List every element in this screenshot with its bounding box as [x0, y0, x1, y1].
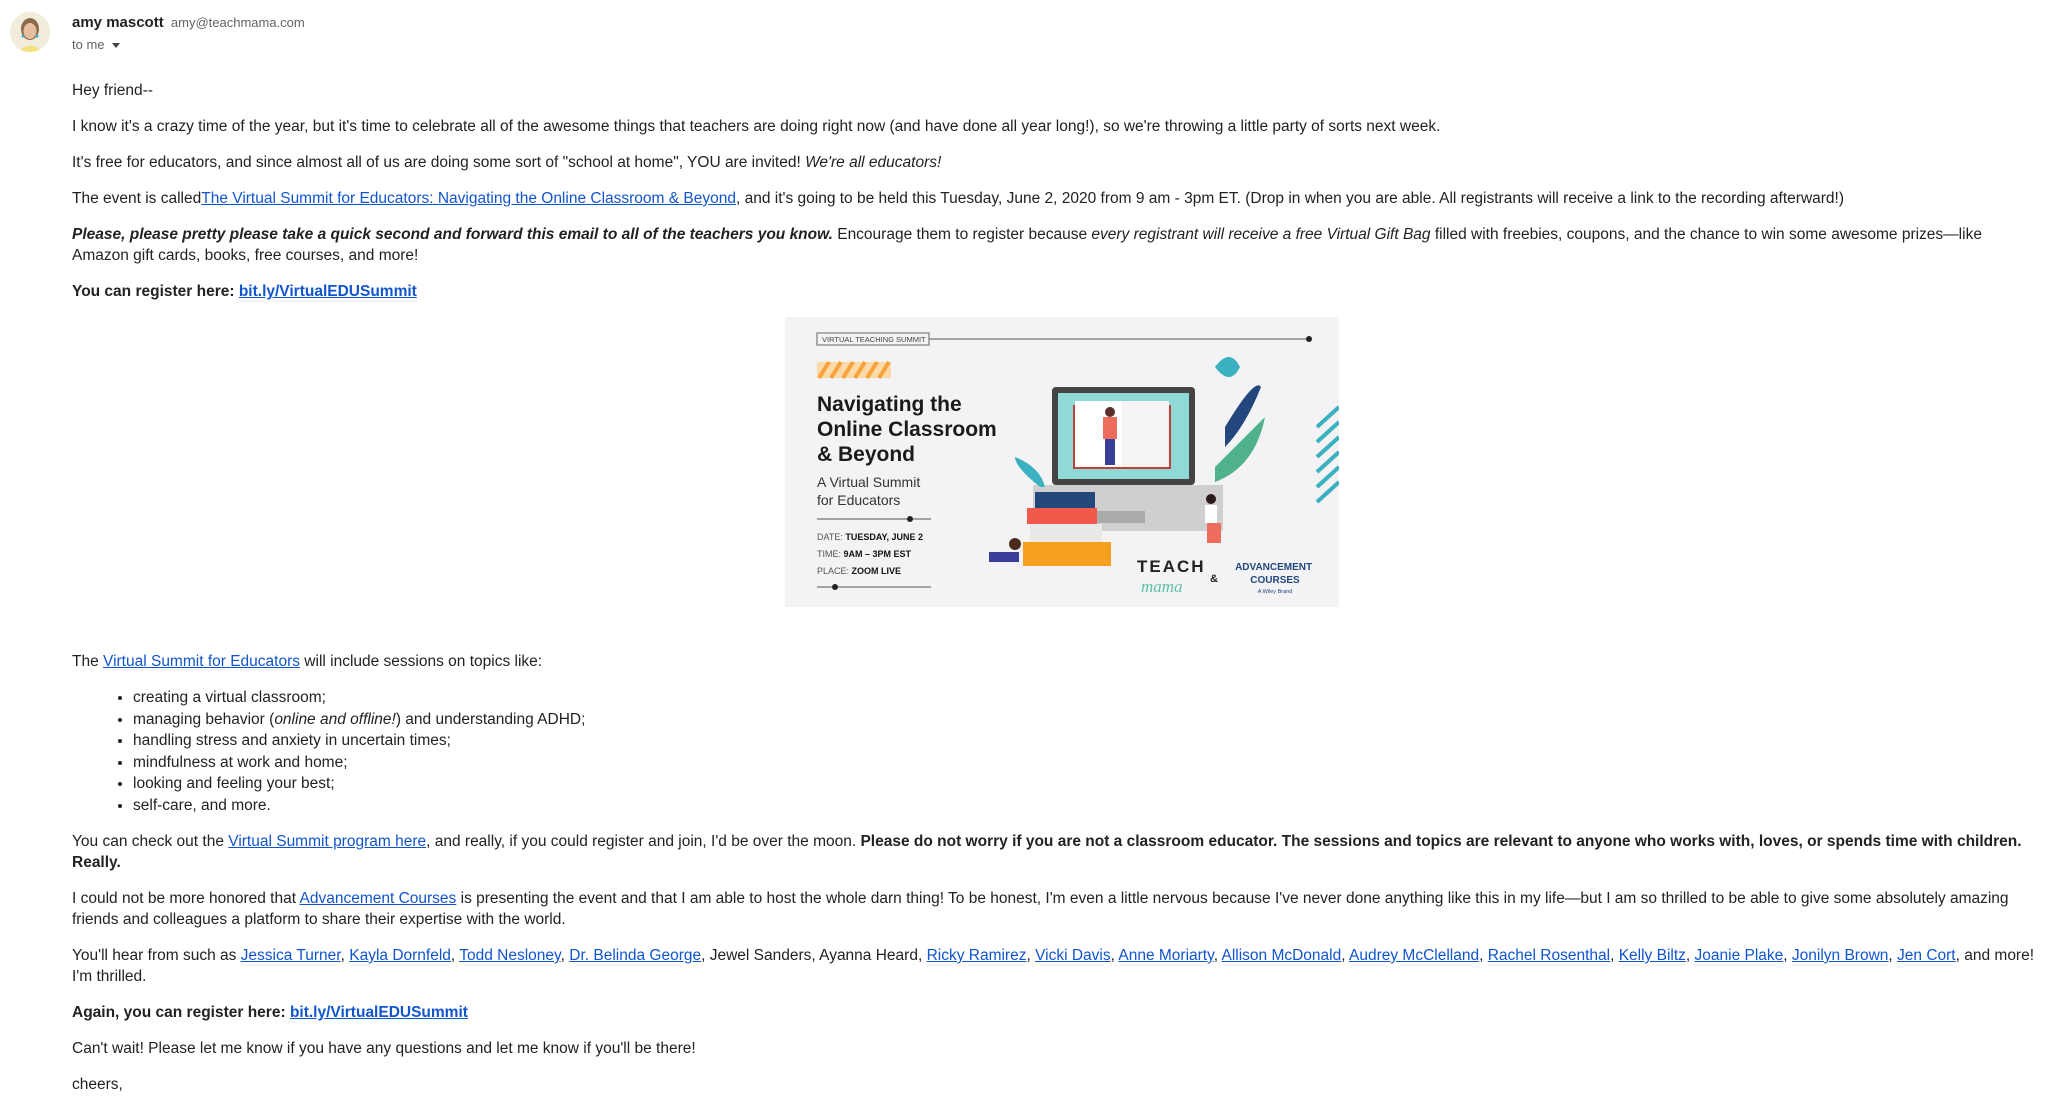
- banner-tag: VIRTUAL TEACHING SUMMIT: [822, 335, 926, 344]
- chevron-down-icon: [112, 43, 120, 48]
- speaker-link[interactable]: Todd Nesloney: [459, 947, 561, 964]
- register-link[interactable]: bit.ly/VirtualEDUSummit: [289, 1004, 468, 1021]
- text: You can check out the: [72, 833, 229, 850]
- text: filled with freebies, coupons, and the chance to win some awesome prizes—like Amazon gift cards, books, free courses, and more!: [72, 226, 1982, 264]
- banner-date: DATE: TUESDAY, JUNE 2: [817, 532, 924, 542]
- speaker-link[interactable]: Anne Moriarty: [1118, 947, 1214, 964]
- sender-name: amy mascott: [72, 14, 164, 31]
- program-link[interactable]: Virtual Summit program here: [228, 833, 427, 850]
- stripes-decoration: [817, 362, 891, 378]
- sender-email: amy@teachmama.com: [170, 15, 305, 30]
- paragraph-closing: Can't wait! Please let me know if you have any questions and let me know if you'll be there!: [72, 1040, 696, 1057]
- speaker-link[interactable]: Jen Cort: [1897, 947, 1956, 964]
- list-item: • self-care, and more.: [133, 795, 2042, 817]
- text-italic: We're all educators!: [805, 154, 942, 171]
- paragraph-intro: I know it's a crazy time of the year, but it's time to celebrate all of the awesome things that teachers are doing right now (and have done all year long!), so we're throwing a little party of sorts next week.: [72, 118, 1441, 135]
- greeting: Hey friend--: [72, 82, 153, 99]
- teachmama-logo-bottom: mama: [1141, 577, 1183, 596]
- speaker-link[interactable]: Joanie Plake: [1694, 947, 1784, 964]
- banner-time: TIME: 9AM – 3PM EST: [817, 549, 912, 559]
- speaker-link[interactable]: Jonilyn Brown: [1791, 947, 1889, 964]
- paragraph-forward: [72, 224, 2042, 266]
- summit-link[interactable]: Virtual Summit for Educators: [103, 653, 300, 670]
- advancement-courses-link[interactable]: Advancement Courses: [299, 890, 457, 907]
- list-item: • creating a virtual classroom;: [133, 687, 2042, 709]
- paragraph-honored: [72, 888, 2042, 930]
- register-link[interactable]: bit.ly/VirtualEDUSummit: [238, 283, 417, 300]
- banner-place: PLACE: ZOOM LIVE: [817, 566, 902, 576]
- text-bold-italic: Please, please pretty please take a quick second and forward this email to all of the teachers you know.: [72, 226, 833, 243]
- speaker-link[interactable]: Kelly Biltz: [1618, 947, 1686, 964]
- text: , and it's going to be held this Tuesday, June 2, 2020 from 9 am - 3pm ET. (Drop in when you are able. All registrants will receive a link to the recording afterward!): [735, 190, 1845, 207]
- avatar-photo-icon: [10, 12, 50, 52]
- text: It's free for educators, and since almost all of us are doing some sort of "school at home", YOU are invited!: [72, 154, 806, 171]
- paragraph-invite: [72, 152, 2042, 173]
- speaker-link[interactable]: Jessica Turner: [240, 947, 341, 964]
- speaker-link[interactable]: Kayla Dornfeld: [349, 947, 451, 964]
- speaker-link[interactable]: Audrey McClelland: [1349, 947, 1480, 964]
- list-item: • handling stress and anxiety in uncertain times;: [133, 730, 2042, 752]
- text: , Jewel Sanders, Ayanna Heard,: [701, 947, 927, 964]
- event-link[interactable]: The Virtual Summit for Educators: Navigating the Online Classroom & Beyond: [201, 190, 736, 207]
- email-body: [72, 80, 2042, 1110]
- list-item: • managing behavior (online and offline!) and understanding ADHD;: [133, 709, 2042, 731]
- banner-subtitle: A Virtual Summit for Educators: [817, 474, 921, 508]
- paragraph-register-again: [72, 1002, 2042, 1023]
- speaker-link[interactable]: Allison McDonald: [1221, 947, 1342, 964]
- text: Encourage them to register because: [832, 226, 1092, 243]
- topics-list: [72, 687, 2042, 816]
- paragraph-program: [72, 831, 2042, 873]
- speaker-link[interactable]: Rachel Rosenthal: [1487, 947, 1611, 964]
- sender: [72, 14, 305, 31]
- text: is presenting the event and that I am able to host the whole darn thing! To be honest, I'm even a little nervous because I've never done anything like this in my life—but I am so thrilled to be able to give some absolutely amazing friends and colleagues a platform to share their expertise with the world.: [72, 890, 2009, 928]
- sender-avatar[interactable]: [10, 12, 50, 52]
- text: The event is called: [72, 190, 202, 207]
- recipient-details-toggle[interactable]: [72, 37, 120, 52]
- list-item: • looking and feeling your best;: [133, 773, 2042, 795]
- banner-title: Navigating the Online Classroom & Beyond: [817, 393, 997, 466]
- recipient-label: to me: [72, 37, 105, 52]
- paragraph-topics-intro: [72, 651, 2042, 672]
- text: You'll hear from such as: [72, 947, 241, 964]
- signoff: cheers,: [72, 1076, 123, 1093]
- text-italic: every registrant will receive a free Virtual Gift Bag: [1091, 226, 1431, 243]
- text: will include sessions on topics like:: [300, 653, 543, 670]
- paragraph-register: [72, 281, 2042, 302]
- text: , and really, if you could register and join, I'd be over the moon.: [426, 833, 861, 850]
- logo-ampersand: &: [1210, 573, 1218, 585]
- list-item: • mindfulness at work and home;: [133, 752, 2042, 774]
- paragraph-speakers: You'll hear from such as Jessica Turner, Kayla Dornfeld, Todd Nesloney, Dr. Belinda George, Jewel Sanders, Ayanna Heard, Ricky Ramirez, Vicki Davis, Anne Moriarty, Allison McDonald, Audrey McClelland, Rachel Rosenthal, Kelly Biltz, Joanie Plake, Jonilyn Brown, Jen Cort, and more! I'm thrilled.: [72, 947, 2035, 985]
- text: The: [72, 653, 104, 670]
- text: , and more! I'm thrilled.: [72, 947, 2035, 985]
- speaker-link[interactable]: Ricky Ramirez: [926, 947, 1027, 964]
- teachmama-logo-top: TEACH: [1137, 557, 1206, 576]
- summit-banner-image[interactable]: [785, 317, 1339, 607]
- register-label: Again, you can register here:: [72, 1004, 290, 1021]
- text-bold: Please do not worry if you are not a classroom educator. The sessions and topics are relevant to anyone who works with, loves, or spends time with children. Really.: [72, 833, 2022, 871]
- speaker-link[interactable]: Vicki Davis: [1035, 947, 1111, 964]
- register-label: You can register here:: [72, 283, 239, 300]
- advancement-courses-sub: A Wiley Brand: [1257, 589, 1293, 595]
- advancement-courses-logo: ADVANCEMENT COURSES: [1235, 562, 1313, 586]
- speaker-link[interactable]: Dr. Belinda George: [569, 947, 702, 964]
- paragraph-event: [72, 188, 2042, 209]
- text: I could not be more honored that: [72, 890, 300, 907]
